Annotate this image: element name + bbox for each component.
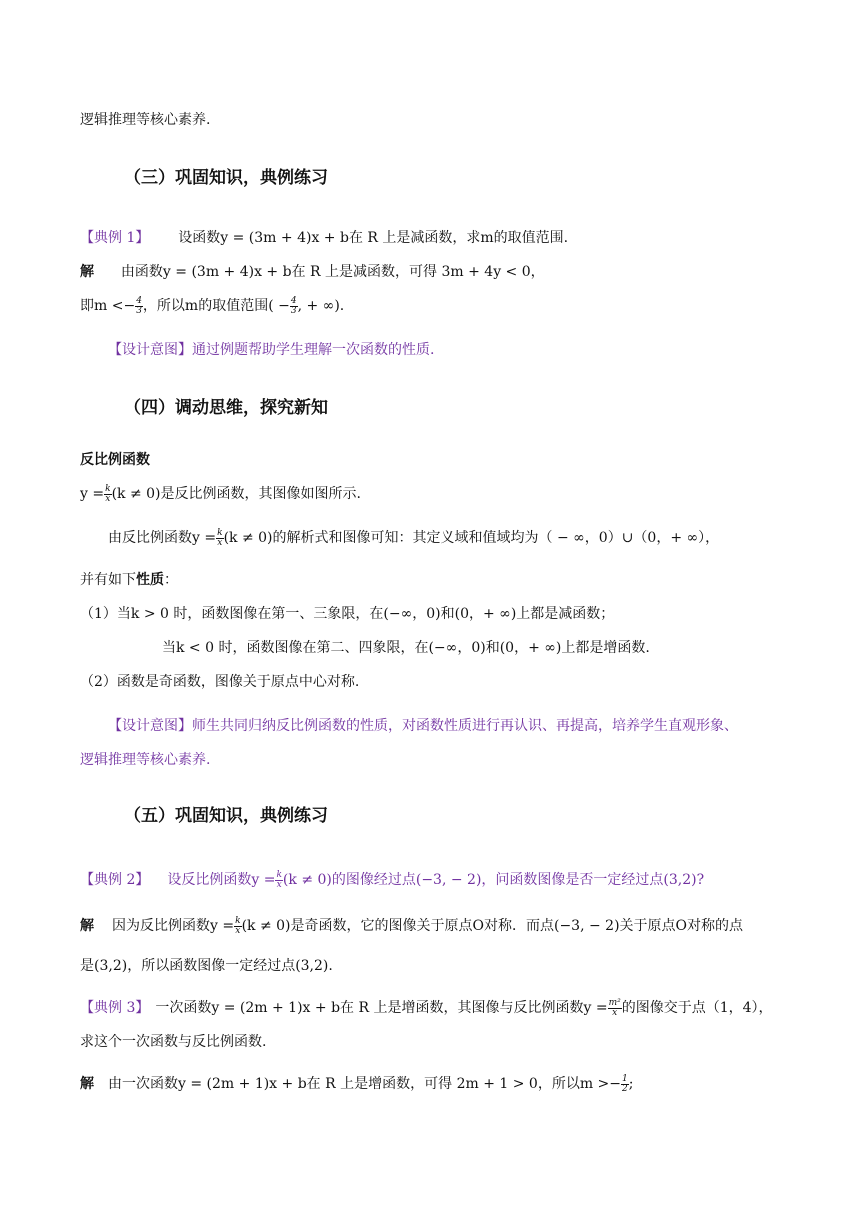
example-2-label: 【典例 2】 [80,872,150,888]
example-2-post: (k ≠ 0)的图像经过点(−3, − 2)，问函数图像是否一定经过点(3,2)? [282,872,705,888]
subheading-inverse-function: 反比例函数 [80,452,150,468]
section-heading-3: （三）巩固知识，典例练习 [124,168,328,188]
example-2 [80,870,704,890]
solution-2 [80,916,743,936]
example-3-post: 的图像交于点（1，4）， [621,1000,773,1016]
example-3-pre: 一次函数y = (2m + 1)x + b在 R 上是增函数，其图像与反比例函数y = [155,1000,608,1016]
solution-1-range-mid: ，所以m的取值范围( − [142,298,290,314]
solution-label: 解 [80,264,94,280]
fraction-k-x: $\frac{k}{x}$ [105,483,111,504]
fraction-k-x-4: $\frac{k}{x}$ [235,915,241,936]
property-intro-pre: 并有如下 [80,572,136,588]
example-2-pre: 设反比例函数y = [167,872,276,888]
fraction-1-2: $\frac{1}{2}$ [622,1073,628,1094]
example-3-label: 【典例 3】 [80,1000,150,1016]
definition-post: (k ≠ 0)是反比例函数，其图像如图所示. [111,486,361,502]
solution-2-post: (k ≠ 0)是奇函数，它的图像关于原点O对称．而点(−3, − 2)关于原点O对称的点 [241,918,744,934]
domain-paragraph-post: (k ≠ 0)的解析式和图像可知：其定义域和值域均为（ − ∞，0）∪（0，+ ∞）， [223,530,720,546]
solution-1-range-post: , + ∞). [297,298,345,314]
solution-1-range-pre: 即m <− [80,298,136,314]
design-intent-2b: 逻辑推理等核心素养. [80,752,211,768]
solution-label-2: 解 [80,918,94,934]
domain-paragraph [108,528,719,548]
example-3b: 求这个一次函数与反比例函数. [80,1034,267,1050]
fraction-m2-x: $\frac{\text{m²}}{x}$ [608,997,621,1018]
solution-label-3: 解 [80,1076,94,1092]
property-intro-bold: 性质 [136,572,164,588]
fraction-4-3: $\frac{4}{3}$ [136,295,142,316]
property-2: （2）函数是奇函数，图像关于原点中心对称. [80,674,360,690]
solution-1 [80,262,545,282]
property-1: （1）当k > 0 时，函数图像在第一、三象限，在(−∞，0)和(0，+ ∞)上都是减函数； [80,606,615,622]
solution-1-range [80,296,344,316]
fraction-4-3-b: $\frac{4}{3}$ [290,295,297,316]
section-heading-4: （四）调动思维，探究新知 [124,398,328,418]
domain-paragraph-pre: 由反比例函数y = [108,530,217,546]
section-heading-5: （五）巩固知识，典例练习 [124,806,328,826]
solution-2b: 是(3,2)，所以函数图像一定经过点(3,2). [80,958,333,974]
solution-3 [80,1074,633,1094]
design-intent-1: 【设计意图】通过例题帮助学生理解一次函数的性质. [108,342,435,358]
definition-line [80,484,361,504]
solution-3-pre: 由一次函数y = (2m + 1)x + b在 R 上是增函数，可得 2m + 1 > 0，所以m >− [108,1076,622,1092]
design-intent-2a: 【设计意图】师生共同归纳反比例函数的性质，对函数性质进行再认识、再提高，培养学生直观形象、 [108,718,738,734]
property-intro [80,570,178,590]
example-3 [80,998,773,1018]
property-intro-post: ： [164,572,178,588]
fraction-k-x-2: $\frac{k}{x}$ [217,527,223,548]
example-1 [80,228,568,248]
solution-2-pre: 因为反比例函数y = [112,918,235,934]
definition-pre: y = [80,486,105,502]
text-line-continuation: 逻辑推理等核心素养. [80,112,211,128]
solution-1-text: 由函数y = (3m + 4)x + b在 R 上是减函数，可得 3m + 4y < 0， [120,264,545,280]
example-1-label: 【典例 1】 [80,230,150,246]
fraction-k-x-3: $\frac{k}{x}$ [276,869,282,890]
property-1b: 当k < 0 时，函数图像在第二、四象限，在(−∞，0)和(0，+ ∞)上都是增函数. [162,640,650,656]
example-1-text: 设函数y = (3m + 4)x + b在 R 上是减函数，求m的取值范围. [178,230,569,246]
solution-3-post: ; [628,1076,634,1092]
